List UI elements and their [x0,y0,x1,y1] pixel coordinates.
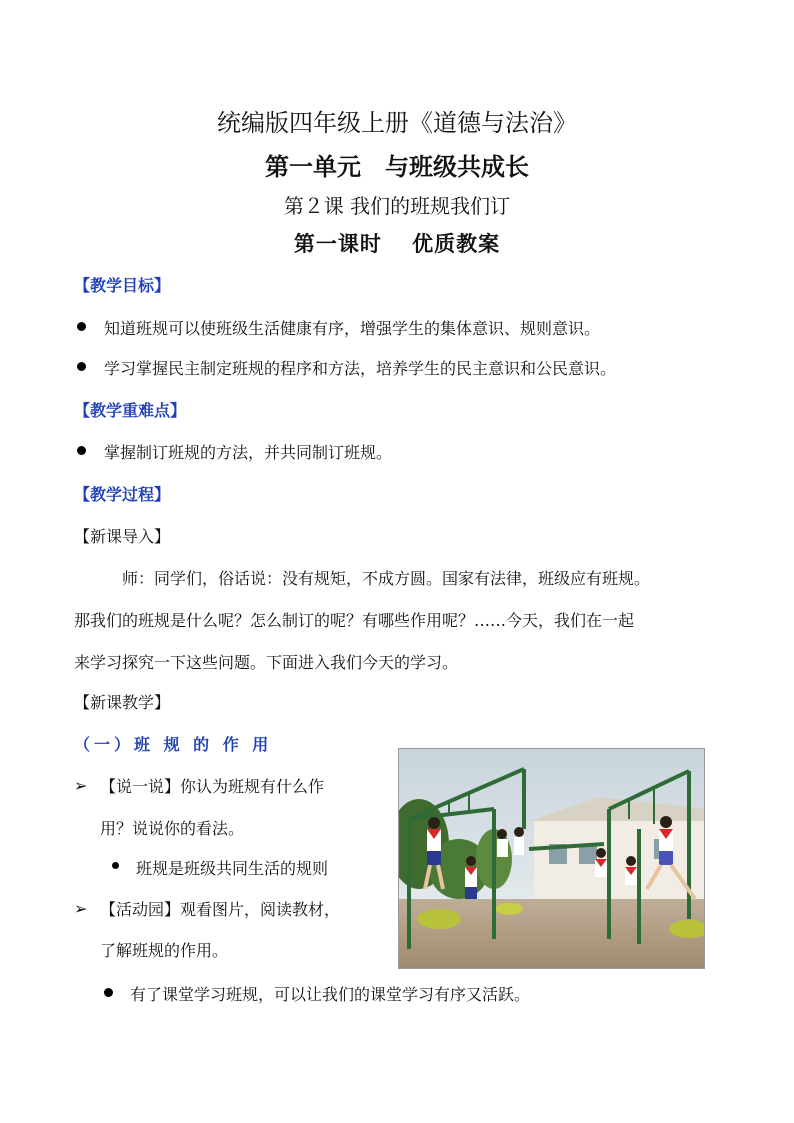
document-title: 统编版四年级上册《道德与法治》 [217,109,577,137]
key-points-heading: 【教学重难点】 [74,401,187,420]
intro-line: 那我们的班规是什么呢？怎么制订的呢？有哪些作用呢？……今天，我们在一起 [74,611,635,630]
talk-prompt: 【说一说】你认为班规有什么作 [100,777,325,796]
lesson-title: 第２课 我们的班规我们订 [283,194,511,218]
bullet-icon [112,862,119,869]
bullet-icon [77,322,86,331]
bullet-icon [104,988,113,997]
right-arrow-icon: ➢ [74,776,88,795]
part1-heading: （一）班 规 的 作 用 [74,735,273,754]
goal-item: 学习掌握民主制定班规的程序和方法，培养学生的民主意识和公民意识。 [104,359,617,378]
key-point-item: 掌握制订班规的方法，并共同制订班规。 [104,443,393,462]
activity-prompt: 了解班规的作用。 [100,941,229,960]
activity-prompt: 【活动园】观看图片，阅读教材， [100,900,341,919]
period-title: 第一课时 优质教案 [293,231,501,256]
process-heading: 【教学过程】 [74,485,171,504]
intro-line: 来学习探究一下这些问题。下面进入我们今天的学习。 [74,653,459,672]
right-arrow-icon: ➢ [74,899,88,918]
activity-answer: 有了课堂学习班规，可以让我们的课堂学习有序又活跃。 [130,985,531,1004]
intro-line: 师：同学们，俗话说：没有规矩，不成方圆。国家有法律，班级应有班规。 [122,569,651,588]
children-playground-photo [398,748,705,969]
goals-heading: 【教学目标】 [74,276,171,295]
teaching-heading: 【新课教学】 [74,693,171,712]
unit-title: 第一单元 与班级共成长 [265,153,529,181]
intro-heading: 【新课导入】 [74,527,171,546]
bullet-icon [77,446,86,455]
talk-prompt: 用？说说你的看法。 [100,819,245,838]
goal-item: 知道班规可以使班级生活健康有序，增强学生的集体意识、规则意识。 [104,319,601,338]
talk-answer: 班规是班级共同生活的规则 [136,859,329,878]
bullet-icon [77,362,86,371]
